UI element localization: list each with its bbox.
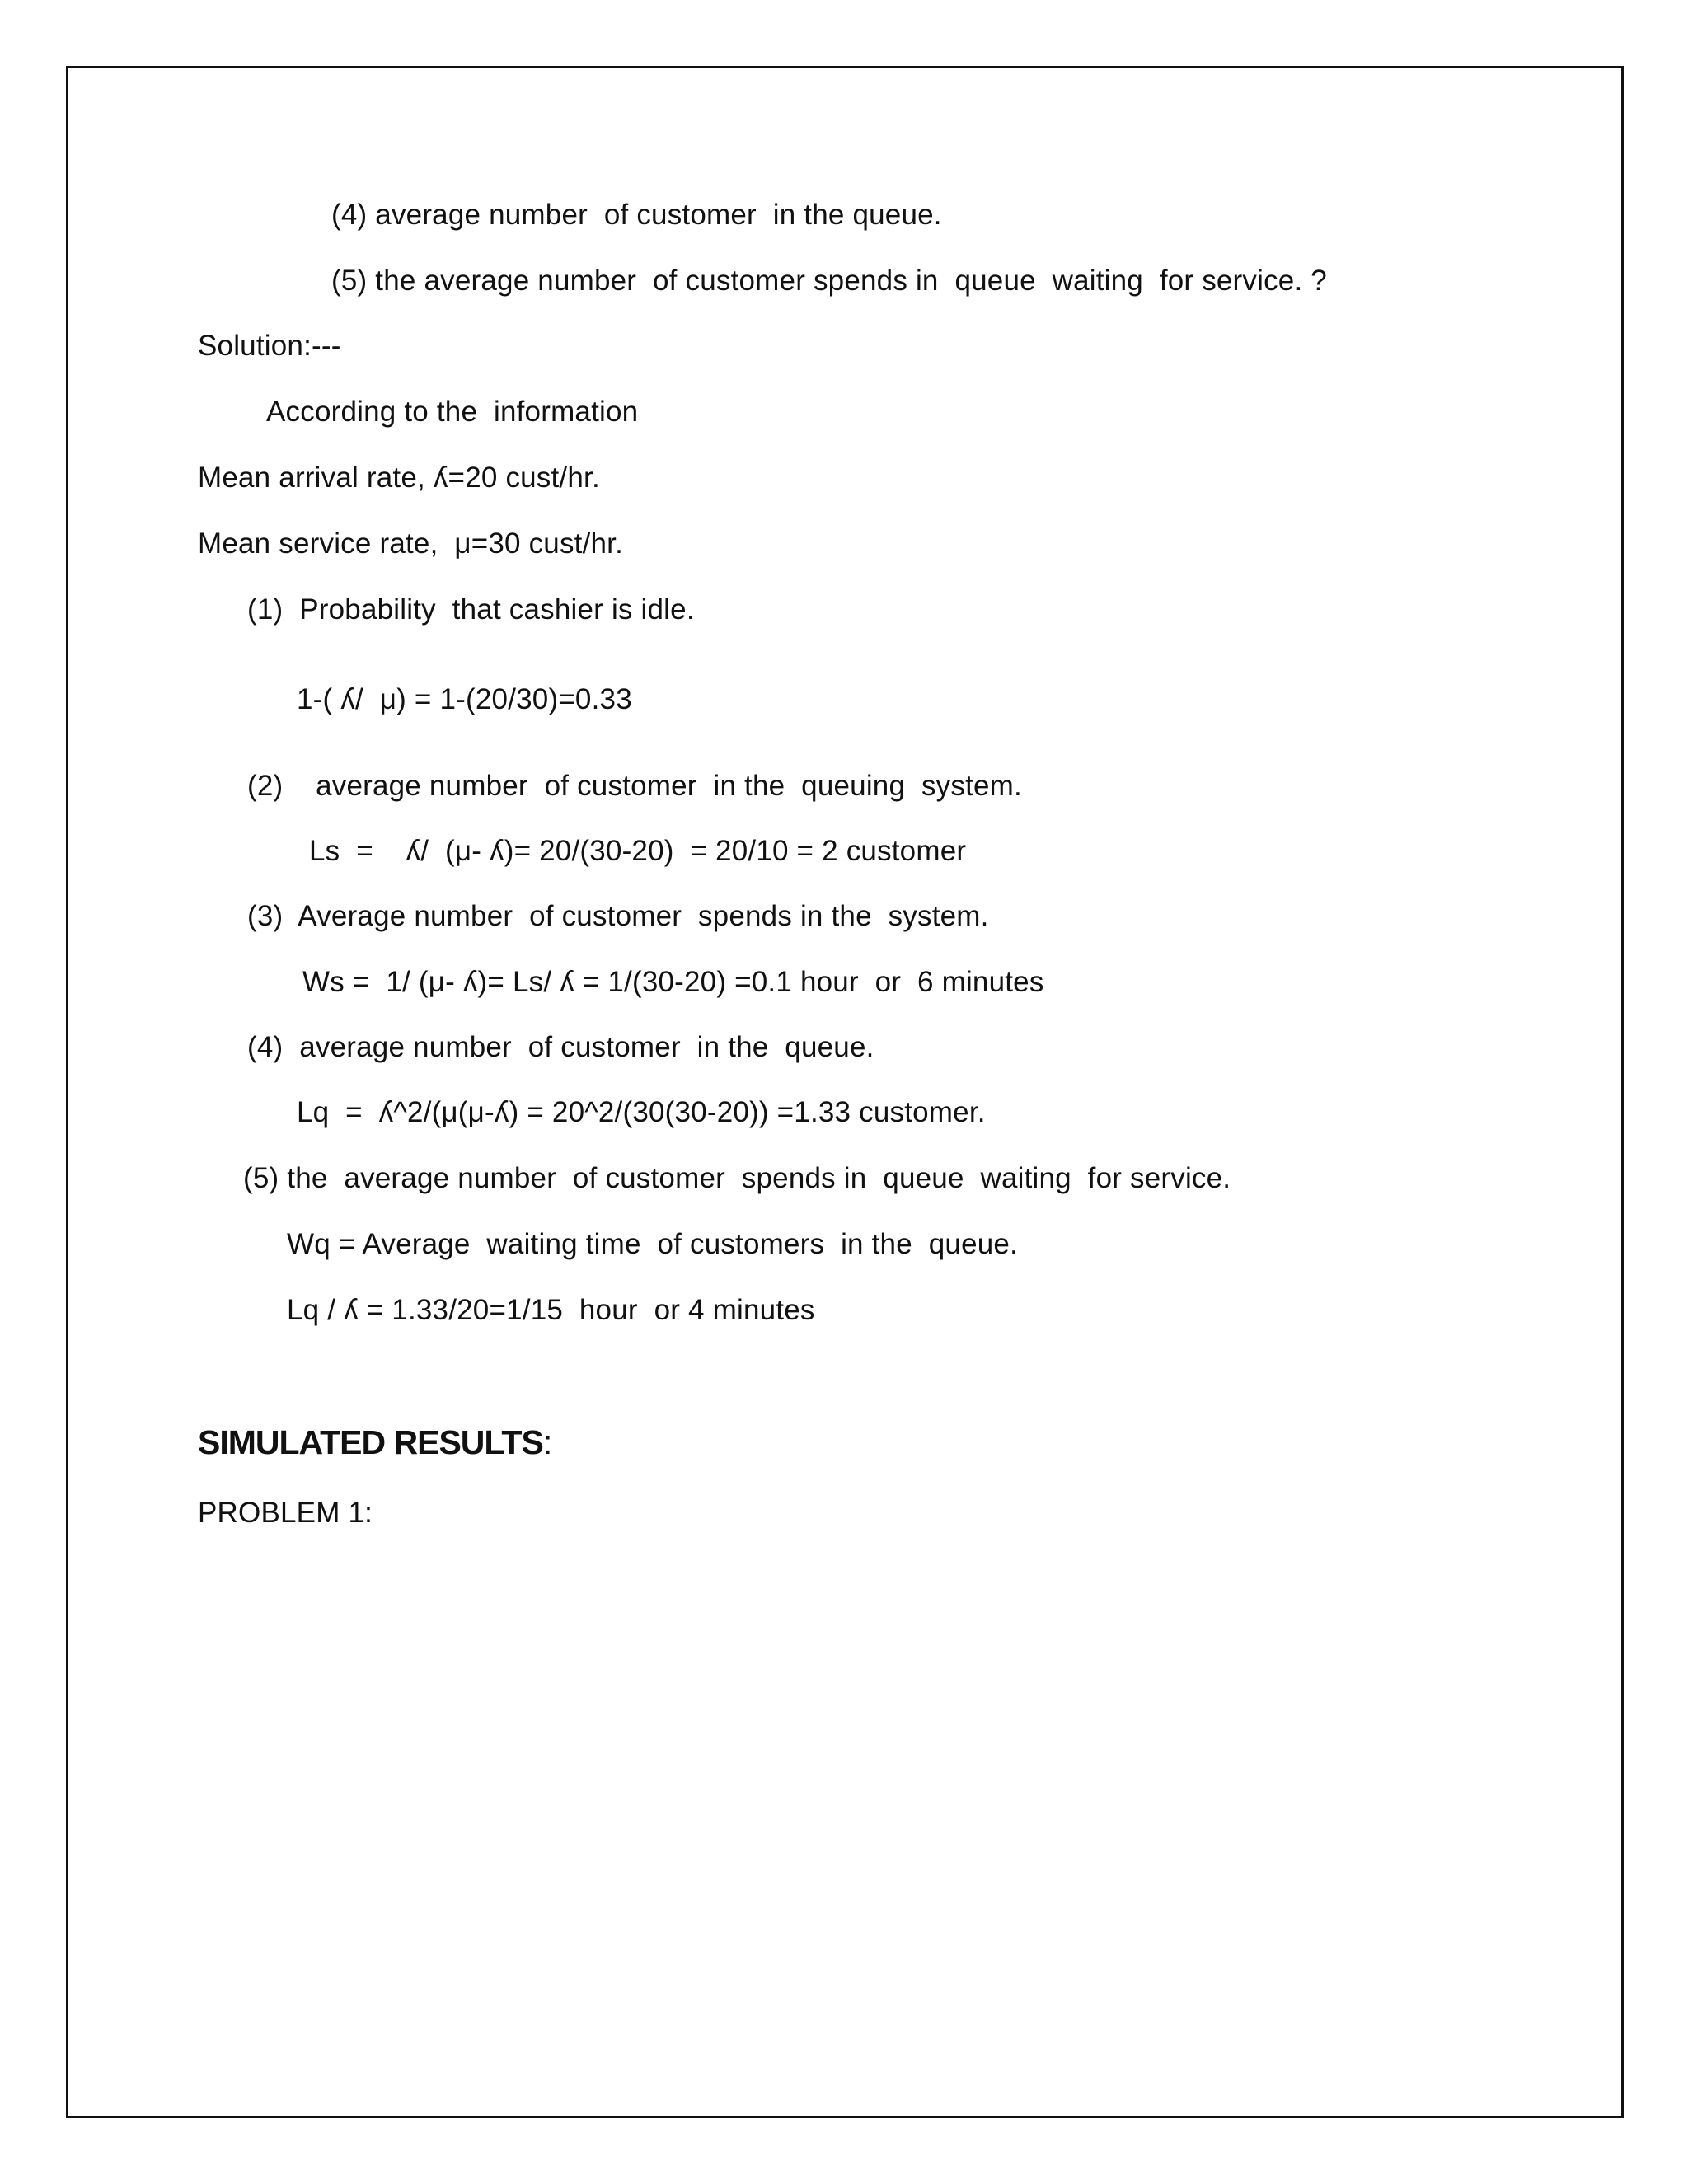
simulated-results-colon: : [542,1423,552,1461]
question-item-5: (5) the average number of customer spends in queue waiting for service. ? [331,265,1327,297]
solution-intro: According to the information [266,396,639,428]
step-4-formula: Lq = ʎ^2/(μ(μ-ʎ) = 20^2/(30(30-20)) =1.33 customer. [297,1096,986,1128]
simulated-results-heading [198,1422,551,1463]
step-3-heading: (3) Average number of customer spends in the system. [247,900,989,932]
mean-service-rate: Mean service rate, μ=30 cust/hr. [198,527,624,560]
step-3-formula: Ws = 1/ (μ- ʎ)= Ls/ ʎ = 1/(30-20) =0.1 hour or 6 minutes [302,966,1044,998]
step-5-heading: (5) the average number of customer spends in queue waiting for service. [243,1162,1231,1194]
step-5-formula-2: Lq / ʎ = 1.33/20=1/15 hour or 4 minutes [287,1294,815,1326]
problem-1-label: PROBLEM 1: [198,1497,373,1529]
step-4-heading: (4) average number of customer in the queue. [247,1031,874,1063]
step-5-formula: Wq = Average waiting time of customers in the queue. [287,1228,1018,1260]
step-2-formula: Ls = ʎ/ (μ- ʎ)= 20/(30-20) = 20/10 = 2 customer [309,835,967,867]
step-1-formula: 1-( ʎ/ μ) = 1-(20/30)=0.33 [297,683,632,715]
step-1-heading: (1) Probability that cashier is idle. [247,593,695,626]
page-border [66,66,1624,2118]
step-2-heading: (2) average number of customer in the queuing system. [247,770,1022,802]
simulated-results-title: SIMULATED RESULTS [198,1423,543,1461]
mean-arrival-rate: Mean arrival rate, ʎ=20 cust/hr. [198,462,600,494]
question-item-4: (4) average number of customer in the queue. [331,199,942,231]
solution-label: Solution:--- [198,330,341,362]
